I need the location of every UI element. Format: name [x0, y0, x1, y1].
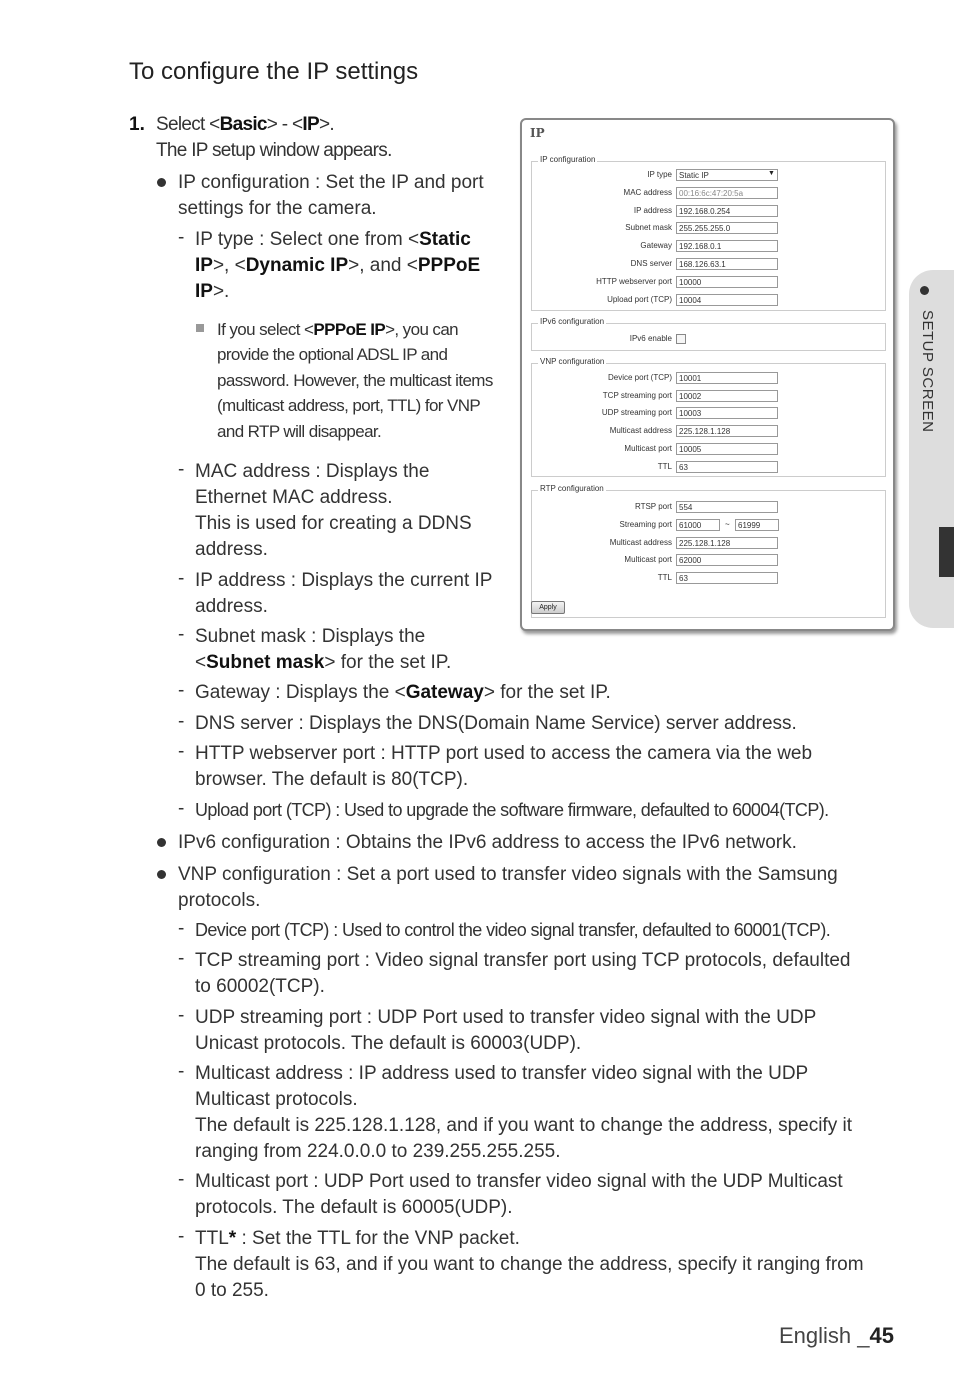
field-input[interactable]: 63: [676, 572, 778, 584]
group-title: RTP configuration: [540, 484, 604, 493]
field-label: Multicast port: [624, 555, 672, 565]
field-input[interactable]: 554: [676, 501, 778, 513]
field-label: IP address: [633, 205, 672, 215]
dash-marker: -: [178, 568, 185, 589]
bullet-icon: [157, 870, 166, 879]
mcaddr-line-2: Multicast protocols.: [195, 1089, 358, 1110]
ttl-line-2: The default is 63, and if you want to change the address, specify it ranging from: [195, 1254, 864, 1275]
field-input[interactable]: 225.128.1.128: [676, 425, 778, 437]
ipv6-enable-checkbox[interactable]: [676, 334, 686, 344]
group-title: IP configuration: [540, 155, 596, 164]
vnp-configuration-group: [531, 357, 886, 477]
dash-marker: -: [178, 227, 185, 248]
field-input[interactable]: 62000: [676, 554, 778, 566]
ip-type-line-1: IP type : Select one from <Static: [195, 229, 471, 250]
mcaddr-line-4: ranging from 224.0.0.0 to 239.255.255.255.: [195, 1141, 561, 1162]
mcport-line-2: protocols. The default is 60005(UDP).: [195, 1197, 513, 1218]
page-title: To configure the IP settings: [129, 58, 419, 85]
field-label: Subnet mask: [625, 223, 672, 233]
dash-marker: -: [178, 798, 185, 819]
field-input[interactable]: Static IP: [676, 169, 778, 181]
dns-line: DNS server : Displays the DNS(Domain Name Service) server address.: [195, 713, 797, 734]
field-input[interactable]: 10005: [676, 443, 778, 455]
step-line-2: The IP setup window appears.: [156, 140, 392, 161]
ip-config-line-2: settings for the camera.: [178, 198, 377, 219]
field-input[interactable]: 10000: [676, 276, 778, 288]
ip-config-line-1: IP configuration : Set the IP and port: [178, 172, 484, 193]
field-label: IP type: [647, 170, 672, 179]
field-label: DNS server: [630, 259, 672, 268]
field-label: Gateway: [640, 241, 672, 251]
subnet-line-2: <Subnet mask> for the set IP.: [195, 652, 452, 673]
note-icon: [196, 324, 204, 332]
step-line-1: Select <Basic> - <IP>.: [156, 114, 334, 135]
note-line-2: provide the optional ADSL IP and: [217, 345, 448, 364]
http-line-2: browser. The default is 80(TCP).: [195, 769, 469, 790]
field-input[interactable]: 168.126.63.1: [676, 258, 778, 270]
ipv6-configuration-group: [531, 317, 886, 351]
field-input[interactable]: 225.128.1.128: [676, 537, 778, 549]
udp-stream-line-2: Unicast protocols. The default is 60003(UDP).: [195, 1033, 582, 1054]
ip-type-line-2: IP>, <Dynamic IP>, and <PPPoE: [195, 255, 481, 276]
bullet-icon: [157, 838, 166, 847]
device-line: Device port (TCP) : Used to control the video signal transfer, defaulted to 60001(TCP).: [195, 920, 831, 940]
ttl-line-3: 0 to 255.: [195, 1280, 269, 1301]
field-input[interactable]: 255.255.255.0: [676, 222, 778, 234]
tcp-stream-line-1: TCP streaming port : Video signal transfer port using TCP protocols, defaulted: [195, 950, 851, 971]
mac-line-4: address.: [195, 539, 268, 560]
dash-marker: -: [178, 624, 185, 645]
side-tab-label: SETUP SCREEN: [919, 310, 936, 433]
bullet-icon: [157, 178, 166, 187]
field-label: TTL: [657, 461, 672, 471]
vnp-line-1: VNP configuration : Set a port used to transfer video signals with the Samsung: [178, 864, 838, 885]
group-title: IPv6 configuration: [540, 317, 605, 326]
field-label: Upload port (TCP): [607, 294, 672, 304]
note-line-4: (multicast address, port, TTL) for VNP: [217, 396, 481, 415]
field-label: Multicast port: [624, 443, 672, 453]
field-label: Device port (TCP): [607, 373, 672, 382]
http-line-1: HTTP webserver port : HTTP port used to access the camera via the web: [195, 743, 813, 764]
field-input[interactable]: 10002: [676, 390, 778, 402]
udp-stream-line-1: UDP streaming port : UDP Port used to transfer video signal with the UDP: [195, 1007, 817, 1028]
ipaddr-line-2: address.: [195, 596, 268, 617]
dash-marker: -: [178, 459, 185, 480]
ipaddr-line-1: IP address : Displays the current IP: [195, 570, 493, 591]
note-line-1: If you select <PPPoE IP>, you can: [217, 320, 459, 339]
field-input[interactable]: 61000: [676, 519, 720, 531]
mcaddr-line-1: Multicast address : IP address used to transfer video signal with the UDP: [195, 1063, 809, 1084]
dash-marker: -: [178, 711, 185, 732]
field-input[interactable]: 61999: [735, 519, 779, 531]
bullet-icon: [920, 286, 929, 295]
ip-configuration-group: [531, 155, 886, 311]
upload-line: Upload port (TCP) : Used to upgrade the software firmware, defaulted to 60004(TCP).: [195, 800, 829, 820]
note-line-5: and RTP will disappear.: [217, 422, 382, 441]
field-label: Streaming port: [619, 519, 672, 529]
field-input[interactable]: 00:16:6c:47:20:5a: [676, 187, 778, 199]
mcaddr-line-3: The default is 225.128.1.128, and if you want to change the address, specify it: [195, 1115, 852, 1136]
tcp-stream-line-2: to 60002(TCP).: [195, 976, 325, 997]
ttl-line-1: TTL* : Set the TTL for the VNP packet.: [195, 1228, 520, 1249]
ipv6-line: IPv6 configuration : Obtains the IPv6 address to access the IPv6 network.: [178, 832, 797, 853]
field-label: HTTP webserver port: [596, 276, 672, 286]
field-input[interactable]: 10001: [676, 372, 778, 384]
field-label: UDP streaming port: [601, 408, 672, 418]
mcport-line-1: Multicast port : UDP Port used to transfer video signal with the UDP Multicast: [195, 1171, 843, 1192]
field-input[interactable]: 63: [676, 461, 778, 473]
note-line-3: password. However, the multicast items: [217, 371, 493, 390]
gateway-line: Gateway : Displays the <Gateway> for the set IP.: [195, 682, 611, 703]
subnet-line-1: Subnet mask : Displays the: [195, 626, 426, 647]
field-label: TCP streaming port: [602, 390, 672, 400]
field-label: RTSP port: [634, 502, 672, 511]
mac-line-1: MAC address : Displays the: [195, 461, 430, 482]
dash-marker: -: [178, 948, 185, 969]
mac-line-2: Ethernet MAC address.: [195, 487, 393, 508]
dash-marker: -: [178, 680, 185, 701]
dash-marker: -: [178, 741, 185, 762]
field-label: TTL: [657, 573, 672, 583]
apply-button[interactable]: Apply: [531, 601, 565, 614]
side-tab-marker: [939, 527, 954, 577]
field-input[interactable]: 10004: [676, 294, 778, 306]
range-separator: ~: [725, 519, 730, 529]
ip-settings-screenshot: [520, 118, 895, 631]
dash-marker: -: [178, 918, 185, 939]
field-label: Multicast address: [609, 426, 672, 436]
step-number: 1.: [129, 114, 145, 135]
rtp-configuration-group: [531, 484, 886, 618]
field-label: MAC address: [623, 187, 672, 197]
dash-marker: -: [178, 1005, 185, 1026]
dash-marker: -: [178, 1061, 185, 1082]
group-title: VNP configuration: [540, 357, 605, 366]
field-input[interactable]: 192.168.0.1: [676, 240, 778, 252]
dash-marker: -: [178, 1226, 185, 1247]
ipv6-enable-label: IPv6 enable: [629, 334, 672, 343]
page-footer: English _45: [779, 1323, 894, 1348]
screenshot-title: IP: [530, 126, 545, 140]
mac-line-3: This is used for creating a DDNS: [195, 513, 472, 534]
chevron-down-icon[interactable]: ▼: [768, 170, 775, 177]
dash-marker: -: [178, 1169, 185, 1190]
field-input[interactable]: 10003: [676, 407, 778, 419]
ip-type-line-3: IP>.: [195, 281, 230, 302]
field-input[interactable]: 192.168.0.254: [676, 205, 778, 217]
vnp-line-2: protocols.: [178, 890, 261, 911]
field-label: Multicast address: [609, 537, 672, 547]
